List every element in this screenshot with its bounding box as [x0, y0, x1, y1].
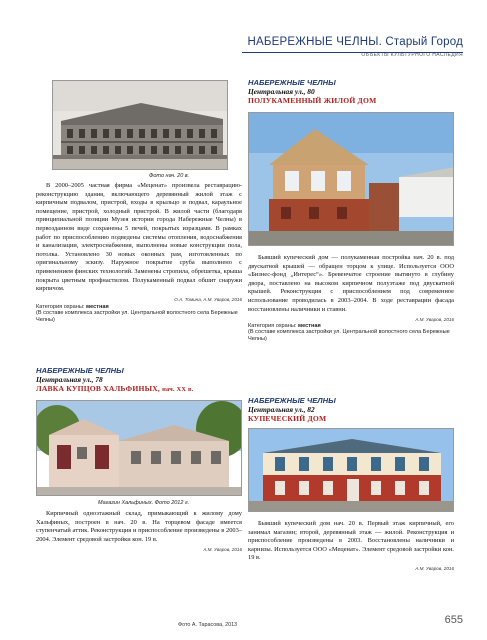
page-subtitle: ОБЪЕКТЫ КУЛЬТУРНОГО НАСЛЕДИЯ: [361, 52, 463, 58]
page-number: 655: [444, 614, 463, 626]
historic-photo: [52, 80, 228, 170]
left-column-text: [36, 182, 242, 324]
left-category-value: местная: [86, 303, 109, 310]
left-section-heading: [36, 366, 242, 393]
left-section-street: Центральная ул., 78: [36, 375, 103, 384]
halfin-shop-image: [37, 401, 242, 496]
halfin-shop-photo: [36, 400, 242, 496]
left-section-city: НАБЕРЕЖНЫЕ ЧЕЛНЫ: [36, 366, 124, 375]
right-paragraph-1: Бывший купеческий дом — полукаменная постройка нач. 20 в. под двускатной крышей — обращен торцом к улице. Используется ООО «Бизнес-фонд „Интерес“». Бревенчатое строение вытянуто в глубину двора, поставлено на высоком кирпичном полуэтаже под двускатной крышей. Реконструкция с приспособлением под современное использование проводилась в 2003–2004. В ходе реставрации фасада восстановлены наличники и ставни.: [248, 254, 454, 313]
halfin-shop-caption: Магазин Хальфиных. Фото 2012 г.: [98, 500, 190, 506]
left-section-name-main: ЛАВКА КУПЦОВ ХАЛЬФИНЫХ,: [36, 384, 161, 393]
right-category-value: местная: [298, 323, 321, 330]
house-82-photo: [248, 428, 454, 512]
left-category-note: (В составе комплекса застройки ул. Центральной волостного села Бережные Челны): [36, 309, 238, 323]
right-section-heading-1: [248, 78, 454, 105]
page-header: [248, 36, 463, 58]
right-section-1-city: НАБЕРЕЖНЫЕ ЧЕЛНЫ: [248, 78, 336, 87]
photo-credit: Фото А. Тарасова, 2013: [178, 622, 238, 628]
left-author-2: А.М. Уваров, 2016: [203, 547, 242, 553]
right-section-1-street: Центральная ул., 80: [248, 87, 315, 96]
right-author-1: А.М. Уваров, 2016: [415, 317, 454, 323]
right-column-text-1: [248, 254, 454, 343]
left-column-text-2: [36, 510, 242, 552]
left-section-name: [36, 384, 242, 393]
right-paragraph-2: Бывший купеческий дом нач. 20 в. Первый этаж кирпичный, его занимал магазин; второй, деревянный этаж — жилой. Реконструкция и приспособление произведены в 2003. Восстановлены наличники и карнизы. Используется ООО «Меценат». Элемент средовой застройки кон. 19 в.: [248, 520, 454, 562]
right-category-note: (В составе комплекса застройки ул. Центральной волостного села Бережные Челны): [248, 329, 450, 343]
right-section-1-name: ПОЛУКАМЕННЫЙ ЖИЛОЙ ДОМ: [248, 96, 377, 105]
left-paragraph-2: Кирпичный одноэтажный склад, примыкающий к жилому дому Хальфиных, построен в нач. 20 в. На торцевом фасаде имеется ступенчатый аттик. Реконструкция и приспособление произведены в 2003–2004. Элемент средовой застройки кон. 19 в.: [36, 510, 242, 543]
left-author-1: О.А. Томина, А.М. Уваров, 2016: [174, 296, 242, 302]
header-rule: [242, 52, 463, 53]
page-title: НАБЕРЕЖНЫЕ ЧЕЛНЫ. Старый Город: [247, 36, 463, 48]
left-section-name-suffix: нач. ХХ в.: [162, 386, 194, 393]
house-80-image: [249, 113, 454, 246]
historic-photo-image: [53, 81, 228, 170]
right-section-2-street: Центральная ул., 82: [248, 405, 315, 414]
historic-photo-caption: Фото нач. 20 в.: [149, 173, 190, 179]
right-section-heading-2: [248, 396, 454, 423]
left-paragraph-1: В 2000–2005 частная фирма «Меценат» произвела реставрацию-реконструкцию здания, включающего деревянный жилой этаж с кирпичным подвалом, пристрой, входы в крыльцо и подвал, караульное помещение, пристрой, холодный пристрой. В жилой части (благодаря принципиальной позиции Музея истории города Набережные Челны) в первозданном виде сохранены 5 печей, покрытых изразцами. В рамках работ по приспособлению подведены системы отопления, водоснабжения и канализации, электроснабжения, выполнены новые конструкции пола, потолка. Установлено 30 новых оконных рам, изготовленных по оригинальному эскизу. Наружное покрытие сруба выполнено с применением финских технологий. Заменены стропила, обрешетка, крыша покрыта цветным профнастилом. Полукаменный подвал обшит снаружи кирпичом.: [36, 182, 242, 293]
house-80-photo: [248, 112, 454, 246]
left-category-label: Категория охраны:: [36, 303, 85, 310]
house-82-image: [249, 429, 454, 512]
right-author-2: А.М. Уваров, 2016: [415, 565, 454, 571]
right-column-text-2: [248, 520, 454, 571]
right-section-2-name: КУПЕЧЕСКИЙ ДОМ: [248, 414, 327, 423]
right-category-label: Категория охраны:: [248, 323, 297, 330]
right-section-2-city: НАБЕРЕЖНЫЕ ЧЕЛНЫ: [248, 396, 336, 405]
